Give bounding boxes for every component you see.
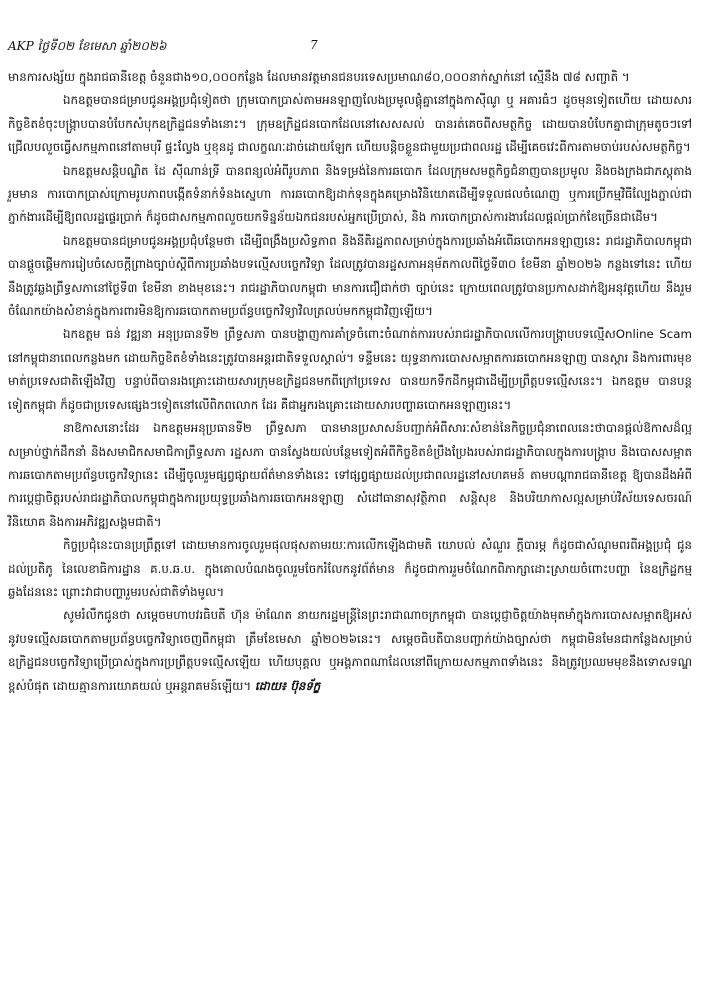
- paragraph: ឯកឧត្តម ធន់ វឌ្ឍនា អនុប្រធានទី២ ព្រឹទ្ធសភា បានបង្ហាញការគាំទ្រចំពោះចំណាត់ការរបស់រាជរដ្ឋាភិបាលលើការបង្ក្រាបបទល្មើសOnline Scam នៅកម្ពុជានាពេលកន្លងមក ដោយកិច្ចខិតខំទាំងនេះត្រូវបានអន្តរជាតិទទួលស្គាល់។ ទន្ទឹមនេះ យុទ្ធនាការបោសសម្អាតការឆបោកអនឡាញ បានស្តារ និងការពារមុខមាត់ប្រទេសជាតិឡើងវិញ បន្ទាប់ពីបានរងគ្រោះដោយសារក្រុមឧក្រិដ្ឋជនមកពីក្រៅប្រទេស បានយកទឹកដីកម្ពុជាដើម្បីប្រព្រឹត្តបទល្មើសនេះ។ ឯកឧត្តម បានបន្តទៀតកម្ពុជា ក៏ដូចជាប្រទេសផ្សេងៗទៀតនៅលើពិភពលោក ដែរ គឺជាអ្នករងគ្រោះដោយសារបញ្ហាឆបោកអនឡាញនេះ។: [8, 327, 692, 412]
- paragraph: ឯកឧត្តមបានជម្រាបជូនអង្គប្រជុំទៀតថា ក្រុមបោកប្រាស់តាមអនឡាញលែងប្រមូលផ្តុំគ្នានៅក្នុងកាស៊ីណូ ឬ អគារធំៗ ដូចមុនទៀតហើយ ដោយសារកិច្ចខិតខំចុះបង្ក្រាបបានបំបែកសំបុកឧក្រិដ្ឋជនទាំងនោះ។ ក្រុមឧក្រិដ្ឋជនបោកដែលនៅសេសសល់ បានរត់គេចពីសមត្ថកិច្ច ដោយបានបំបែកគ្នាជាក្រុមតូចៗទៅជ្រើលបលួចធ្វើសកម្មភាពនៅតាមបុរី ផ្ទះល្វែង ឬខុនដូ ជាលក្ខណៈដាច់ដោយឡែក ហើយបន្តិចខ្លួនជាមួយប្រជាពលរដ្ឋ ដើម្បីគេចវេះពីការតាមចាប់របស់សមត្ថកិច្ច។: [8, 93, 692, 155]
- byline: ដោយ៖ ប៊ុនទ័ក្ខ: [254, 678, 321, 693]
- paragraph: ឯកឧត្តមបានជម្រាបជូនអង្គប្រជុំបន្ថែមថា ដើម្បីពង្រឹងប្រសិទ្ធភាព និងនីតិរដ្ឋភាពសម្រាប់ក្នុងការប្រឆាំងអំពើឆបោកអនឡាញនេះ រាជរដ្ឋាភិបាលកម្ពុជាបានផ្តួចផ្តើមការរៀបចំសេចក្តីព្រាងច្បាប់ស្តីពីការប្រឆាំងបទល្មើសបច្ចេកវិទ្យា ដែលត្រូវបានរដ្ឋសភាអនុម័តកាលពីថ្ងៃទី៣០ ខែមីនា ឆ្នាំ២០២៦ កន្លងទៅនេះ ហើយនឹងត្រូវឆ្លងព្រឹទ្ធសភានៅថ្ងៃទី៣ ខែមីនា ខាងមុខនេះ។ រាជរដ្ឋាភិបាលកម្ពុជា មានការជឿជាក់ថា ច្បាប់នេះ ក្រោយពេលត្រូវបានប្រកាសដាក់ឱ្យអនុវត្តហើយ នឹងរួមចំណែកយ៉ាងសំខាន់ក្នុងការពារមិនឱ្យការឆបោកតាមប្រព័ន្ធបច្ចេកវិទ្យាវិលត្រលប់មកកម្ពុជាវិញឡើយ។: [8, 233, 692, 319]
- page-number: 7: [310, 38, 318, 52]
- paragraph-final-text: សូមរំលឹកជូនថា សម្តេចមហាបវរធិបតី ហ៊ុន ម៉ាណែត នាយករដ្ឋមន្ត្រីនៃព្រះរាជាណាចក្រកម្ពុជា បានប្តេជ្ញាចិត្តយ៉ាងមុតមាំក្នុងការបោសសម្អាតឱ្យអស់នូវបទល្មើសឆបោកតាមប្រព័ន្ធបច្ចេកវិទ្យាចេញពីកម្ពុជា ត្រឹមខែមេសា ឆ្នាំ២០២៦នេះ។ សម្តេចធិបតីបានបញ្ជាក់យ៉ាងច្បាស់ថា កម្ពុជាមិនមែនជាកន្លែងសម្រាប់ឧក្រិដ្ឋជនបច្ចេកវិទ្យាប្រើប្រាស់ក្នុងការប្រព្រឹត្តបទល្មើសឡើយ ហើយបុគ្គល ឬអង្គភាពណាដែលនៅពីក្រោយសកម្មភាពទាំងនេះ និងត្រូវប្រឈមមុខនឹងទោសទណ្ឌខ្ពស់បំផុត ដោយគ្មានការយោគយល់ ឬអន្តរាគមន៍ឡើយ។: [8, 608, 692, 693]
- header-date: AKP ថ្ងៃទី០២ ខែមេសា ឆ្នាំ២០២៦: [8, 39, 167, 53]
- article-body: [8, 66, 692, 698]
- paragraph: នាឱកាសនោះដែរ ឯកឧត្តមអនុប្រធានទី២ ព្រឹទ្ធសភា បានមានប្រសាសន៍បញ្ជាក់អំពីសារៈសំខាន់នៃកិច្ចប្រជុំនាពេលនេះថាបានផ្តល់ឱកាសដ៏ល្អសម្រាប់ថ្នាក់ដឹកនាំ និងសមាជិកសមាជិកាព្រឹទ្ធសភា រដ្ឋសភា បានស្វែងយល់បន្ថែមទៀតអំពីកិច្ចខិតខំប្រឹងប្រែងរបស់រាជរដ្ឋាភិបាលក្នុងការបង្ក្រាប និងបោសសម្អាតការឆបោកតាមប្រព័ន្ធបច្ចេកវិទ្យានេះ ដើម្បីចូលរួមផ្សព្វផ្សាយព័ត៌មានទាំងនេះ ទៅផ្សព្វផ្សាយដល់ប្រជាពលរដ្ឋនៅសហគមន៍ តាមបណ្តារាជធានីខេត្ត ឱ្យបានដឹងអំពីការប្តេជ្ញាចិត្តរបស់រាជរដ្ឋាភិបាលកម្ពុជាក្នុងការប្រយុទ្ធប្រឆាំងការឆបោកអនឡាញ សំដៅធានាសុវត្ថិភាព សន្តិសុខ និងបរិយាកាសល្អសម្រាប់វិស័យទេសចរណ៍ វិនិយោគ និងការអភិវឌ្ឍសង្គមជាតិ។: [8, 421, 692, 529]
- paragraph: ឯកឧត្តមសន្តិបណ្ឌិត ដៃ ស៊ីណាន់ទ្រី បានពន្យល់អំពីរូបភាព និងទម្រង់នៃការឆបោក ដែលក្រុមសមត្ថកិច្ចជំនាញបានប្រមូល និងចងក្រងជាភស្តុតាង រួមមាន ការបោកប្រាស់ក្រោមរូបភាពបង្កើតទំនាក់ទំនងស្នេហា ការឆបោកឱ្យដាក់ទុនក្នុងគម្រោងវិនិយោគដើម្បីទទួលផលចំណេញ ឬការប្រើកម្មវិធីល្បែងភ្នាល់ជាភ្នាក់ងារដើម្បីឱ្យពលរដ្ឋផ្ទេរប្រាក់ ក៏ដូចជាសកម្មភាពលួចយកទិន្នន័យឯកជនរបស់អ្នកប្រើប្រាស់, និង ការបោកប្រាស់ការងារដែលផ្តល់ប្រាក់ខែច្រើនជាដើម។: [8, 163, 692, 225]
- page-header: [8, 38, 698, 56]
- paragraph-final: [8, 604, 692, 698]
- paragraph: កិច្ចប្រជុំនេះបានប្រព្រឹត្តទៅ ដោយមានការចូលរួមផុលផុសតាមរយៈការលើកឡើងជាមតិ យោបល់ សំណួរ ក្តីបារម្ភ ក៏ដូចជាសំណូមពរពីអង្គប្រជុំ ជូនដល់ប្រតិភូ នៃលេខាធិការដ្ឋាន គ.ប.ឆ.ប. ក្នុងគោលបំណងចូលរួមចែករំលែកនូវព័ត៌មាន ក៏ដូចជាការរួមចំណែកពិភាក្សាដោះស្រាយចំពោះបញ្ហា នៃឧក្រិដ្ឋកម្មឆ្លងដែននេះ ព្រោះវាជាបញ្ហារួមរបស់ជាតិទាំងមូល។: [8, 538, 692, 599]
- paragraph-continuation: មានការសង្ស័យ ក្នុងរាជធានីខេត្ត ចំនួនជាង១០,០០០កន្លែង ដែលមានវត្តមានជនបរទេសប្រមាណ៨០,០០០នាក់ស្នាក់នៅ ស្មើនឹង ៧៨ សញ្ជាតិ ។: [8, 70, 630, 84]
